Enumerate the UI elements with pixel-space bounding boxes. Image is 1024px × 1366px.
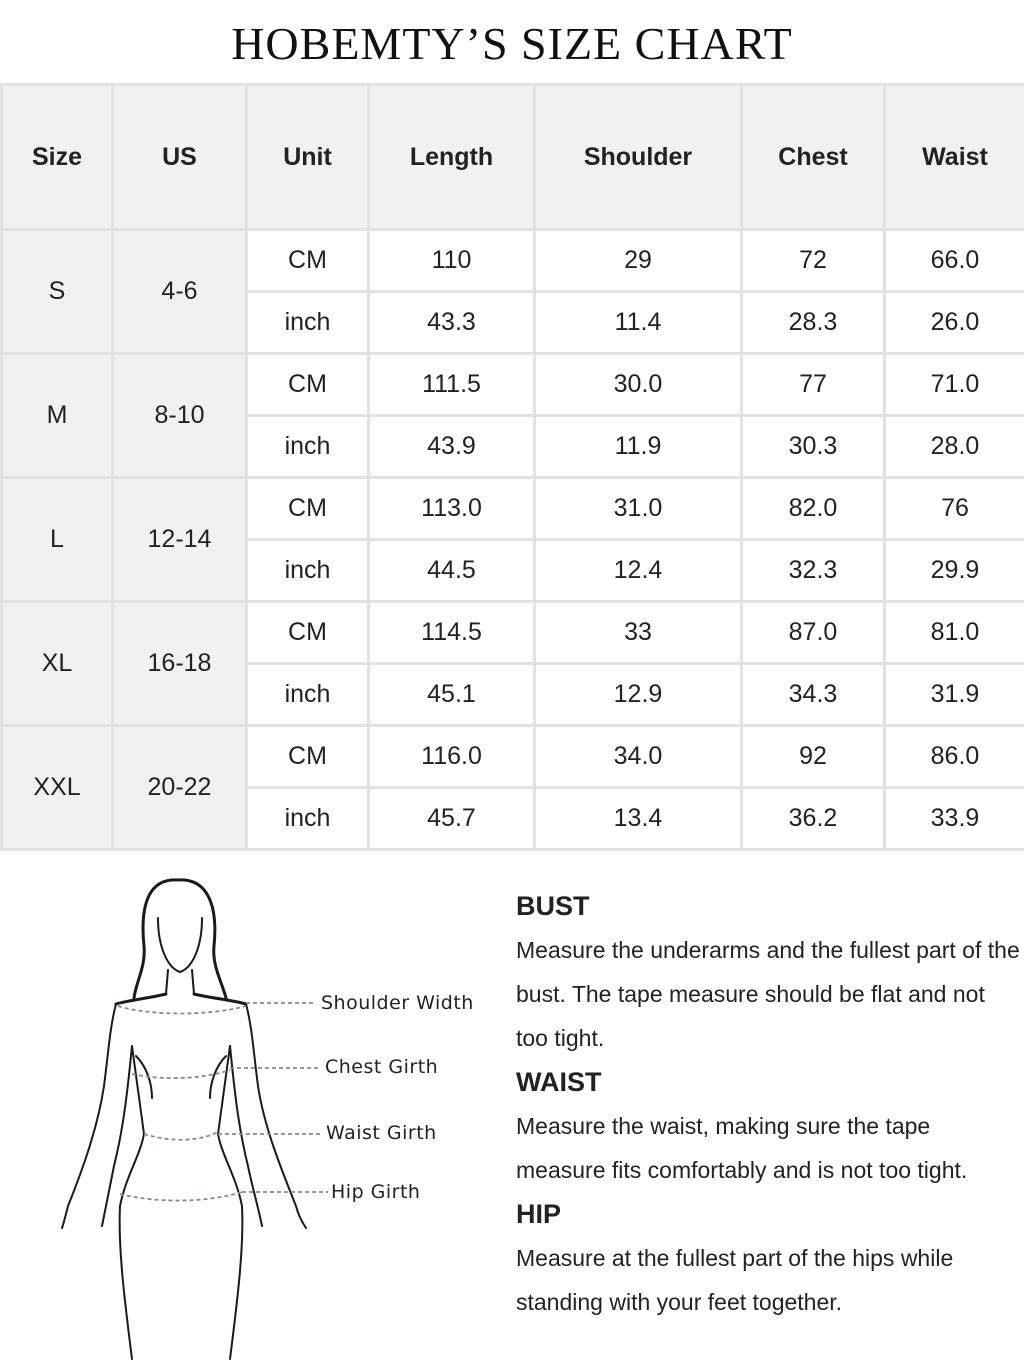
size-cell: M [2, 354, 113, 478]
us-size-cell: 12-14 [113, 478, 247, 602]
table-row [2, 602, 1024, 664]
header-length: Length [369, 85, 535, 230]
us-size-cell: 20-22 [113, 726, 247, 850]
waist-cell: 33.9 [885, 788, 1024, 850]
body-measurement-figure [40, 866, 500, 1361]
shoulder-cell: 33 [535, 602, 742, 664]
shoulder-width-label: Shoulder Width [321, 992, 474, 1014]
bust-instructions: Measure the underarms and the fullest part of the bust. The tape measure should be flat and not too tight. [516, 928, 1021, 1060]
chest-girth-label: Chest Girth [325, 1056, 438, 1078]
length-cell: 113.0 [369, 478, 535, 540]
length-cell: 45.7 [369, 788, 535, 850]
size-cell: S [2, 230, 113, 354]
us-size-cell: 8-10 [113, 354, 247, 478]
chest-cell: 32.3 [742, 540, 885, 602]
header-unit: Unit [247, 85, 369, 230]
chest-cell: 87.0 [742, 602, 885, 664]
us-size-cell: 16-18 [113, 602, 247, 726]
waist-cell: 31.9 [885, 664, 1024, 726]
waist-cell: 26.0 [885, 292, 1024, 354]
shoulder-cell: 11.4 [535, 292, 742, 354]
waist-cell: 66.0 [885, 230, 1024, 292]
shoulder-cell: 31.0 [535, 478, 742, 540]
table-row [2, 354, 1024, 416]
size-cell: XXL [2, 726, 113, 850]
shoulder-cell: 11.9 [535, 416, 742, 478]
header-chest: Chest [742, 85, 885, 230]
table-row [2, 478, 1024, 540]
bust-heading: BUST [516, 884, 1021, 928]
chest-cell: 28.3 [742, 292, 885, 354]
unit-cell: CM [247, 354, 369, 416]
size-cell: L [2, 478, 113, 602]
chest-cell: 82.0 [742, 478, 885, 540]
waist-cell: 29.9 [885, 540, 1024, 602]
length-cell: 44.5 [369, 540, 535, 602]
page-title: HOBEMTY’S SIZE CHART [0, 14, 1024, 74]
table-row [2, 726, 1024, 788]
waist-cell: 28.0 [885, 416, 1024, 478]
table-row [2, 230, 1024, 292]
size-cell: XL [2, 602, 113, 726]
shoulder-cell: 13.4 [535, 788, 742, 850]
chest-cell: 92 [742, 726, 885, 788]
unit-cell: CM [247, 478, 369, 540]
unit-cell: inch [247, 540, 369, 602]
chest-cell: 72 [742, 230, 885, 292]
unit-cell: CM [247, 602, 369, 664]
shoulder-cell: 34.0 [535, 726, 742, 788]
unit-cell: CM [247, 726, 369, 788]
length-cell: 45.1 [369, 664, 535, 726]
shoulder-cell: 12.4 [535, 540, 742, 602]
table-header-row [2, 85, 1024, 230]
length-cell: 43.3 [369, 292, 535, 354]
waist-cell: 81.0 [885, 602, 1024, 664]
chest-cell: 34.3 [742, 664, 885, 726]
header-shoulder: Shoulder [535, 85, 742, 230]
unit-cell: inch [247, 664, 369, 726]
unit-cell: inch [247, 292, 369, 354]
length-cell: 110 [369, 230, 535, 292]
shoulder-cell: 29 [535, 230, 742, 292]
unit-cell: CM [247, 230, 369, 292]
hip-girth-label: Hip Girth [331, 1181, 420, 1203]
waist-heading: WAIST [516, 1060, 1021, 1104]
waist-cell: 86.0 [885, 726, 1024, 788]
unit-cell: inch [247, 416, 369, 478]
waist-instructions: Measure the waist, making sure the tape measure fits comfortably and is not too tight. [516, 1104, 1021, 1192]
waist-girth-label: Waist Girth [326, 1122, 437, 1144]
waist-cell: 71.0 [885, 354, 1024, 416]
shoulder-cell: 30.0 [535, 354, 742, 416]
hip-heading: HIP [516, 1192, 1021, 1236]
shoulder-cell: 12.9 [535, 664, 742, 726]
length-cell: 111.5 [369, 354, 535, 416]
unit-cell: inch [247, 788, 369, 850]
us-size-cell: 4-6 [113, 230, 247, 354]
header-size: Size [2, 85, 113, 230]
length-cell: 114.5 [369, 602, 535, 664]
size-chart-table [0, 83, 1024, 851]
hip-instructions: Measure at the fullest part of the hips while standing with your feet together. [516, 1236, 1021, 1324]
header-waist: Waist [885, 85, 1024, 230]
woman-silhouette-icon [40, 866, 500, 1361]
measurement-guide [516, 884, 1021, 1324]
chest-cell: 77 [742, 354, 885, 416]
length-cell: 116.0 [369, 726, 535, 788]
header-us: US [113, 85, 247, 230]
waist-cell: 76 [885, 478, 1024, 540]
chest-cell: 36.2 [742, 788, 885, 850]
length-cell: 43.9 [369, 416, 535, 478]
chest-cell: 30.3 [742, 416, 885, 478]
